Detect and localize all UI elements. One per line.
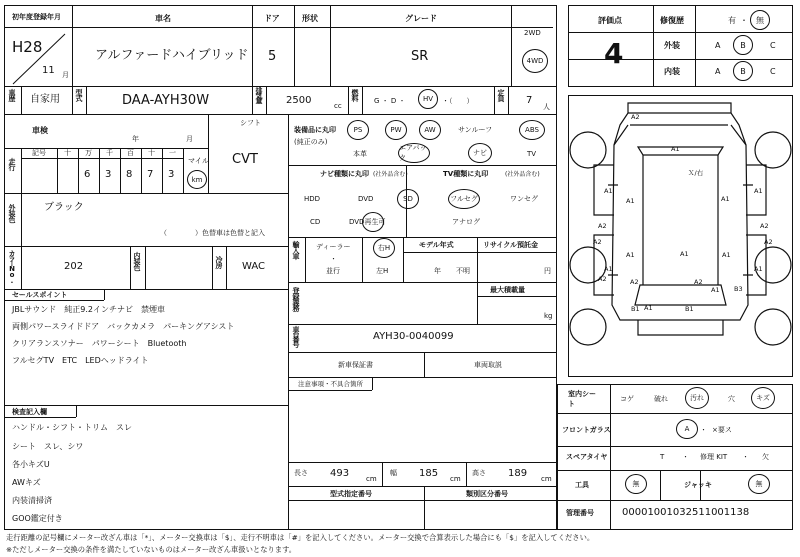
mileage-digit-5: 3: [168, 169, 175, 180]
spare-tire-label: スペアタイヤ: [566, 453, 608, 461]
navi-cd: CD: [310, 218, 321, 226]
exterior-label: 外装: [664, 41, 680, 50]
fuel-other: ・（ ）: [442, 97, 474, 105]
diagram-damage-label: A2: [598, 275, 607, 283]
mileage-record-label: 記号: [32, 149, 46, 157]
equipment-abs: ABS: [525, 126, 539, 134]
equipment-pw: PW: [390, 126, 402, 134]
car-name-value: アルファードハイブリッド: [95, 48, 249, 63]
import-parallel: 並行: [326, 267, 340, 275]
fuel-label: 燃料: [351, 89, 359, 101]
drive-2wd: 2WD: [524, 29, 541, 37]
repair-no: 無: [756, 15, 764, 25]
diagram-damage-label: A1: [754, 265, 763, 273]
diagram-damage-label: A1: [722, 251, 731, 259]
footer-note-1: 走行距離の記号欄にメーター改ざん車は「*」、メーター交換車は「$」、走行不明車は「#」を記入してください。メーター交換で合算表示した場合にも「$」を記入してください。: [6, 533, 595, 542]
windshield-a-circle: [676, 419, 698, 439]
max-load-label: 最大積載量: [490, 286, 525, 294]
inspector-label: 検査記入欄: [12, 408, 47, 416]
spare-tire-dot2: ・: [742, 453, 749, 461]
equipment-abs-circle: [519, 120, 545, 140]
diagram-damage-label: A1: [626, 251, 635, 259]
inspector-line-2: シート スレ、シワ: [12, 442, 84, 451]
mileage-place-5: 一: [169, 149, 176, 157]
diagram-damage-label: A1: [604, 187, 613, 195]
selling-point-2: 両側パワースライドドア バックカメラ パーキングアシスト: [12, 322, 235, 331]
main-form-frame: [4, 5, 557, 530]
inspector-line-5: 内装清掃済: [12, 496, 52, 505]
diagram-damage-label: A2: [764, 238, 773, 246]
equipment-navi-circle: [468, 143, 492, 163]
import-left-handle: 左H: [376, 267, 389, 275]
new-car-warranty: 新車保証書: [338, 361, 373, 369]
mileage-place-2: 千: [106, 149, 113, 157]
seat-hole: 穴: [728, 395, 735, 403]
seat-scratch: キズ: [756, 394, 770, 402]
mileage-place-0: 十: [64, 149, 71, 157]
equipment-navi: ナビ: [473, 149, 487, 157]
inspection-month-unit: 月: [186, 135, 193, 143]
repair-no-circle: [750, 10, 770, 30]
seat-scratch-circle: [751, 387, 775, 409]
first-reg-label: 初年度登録年月: [12, 13, 61, 21]
selling-point-4: フルセグTV ETC LEDヘッドライト: [12, 356, 149, 365]
color-no-label: カラーNo.: [8, 250, 16, 283]
equipment-pw-circle: [385, 120, 407, 140]
diagram-damage-label: A2: [631, 113, 640, 121]
drive-4wd: 4WD: [526, 57, 544, 65]
height-unit: cm: [541, 475, 552, 483]
length-value: 493: [330, 468, 350, 479]
fuel-options: G ・ D ・: [374, 97, 406, 105]
diagram-damage-label: Ｘ/右: [688, 169, 704, 177]
diagram-damage-label: A1: [721, 195, 730, 203]
diagram-damage-label: A1: [671, 145, 680, 153]
footer-note-2: ※ただしメーター交換の条件を満たしていないものはメーター改ざん車扱いとなります。: [6, 545, 297, 554]
exterior-b: B: [740, 40, 746, 50]
width-unit: cm: [450, 475, 461, 483]
fuel-hv: HV: [422, 95, 434, 103]
displacement-unit: cc: [334, 102, 342, 110]
use-value: 自家用: [30, 94, 60, 105]
length-label: 長さ: [294, 469, 308, 477]
spare-tire-dot1: ・: [682, 453, 689, 461]
tv-analog: アナログ: [452, 218, 480, 226]
repair-history-label: 修復歴: [660, 16, 684, 25]
first-reg-month: 11: [42, 65, 55, 76]
inspection-year-unit: 年: [132, 135, 139, 143]
tools-value: 無: [632, 480, 640, 488]
diagram-damage-label: A2: [630, 278, 639, 286]
color-label: 外装色: [8, 204, 16, 222]
mileage-label: 走行: [8, 158, 16, 170]
score-value: 4: [604, 37, 624, 70]
chassis-value: AYH30-0040099: [373, 331, 454, 342]
car-name-label: 車名: [155, 14, 171, 23]
interior-b: B: [740, 66, 746, 76]
equipment-aw: AW: [424, 126, 436, 134]
exterior-a: A: [715, 41, 721, 50]
diagram-damage-label: A1: [754, 187, 763, 195]
interior-color-label: 内装色: [133, 252, 141, 270]
navi-sublabel: (社外品含む): [373, 171, 408, 178]
chassis-label: 車台番号: [292, 326, 300, 346]
interior-a: A: [715, 67, 721, 76]
model-year-unknown: 不明: [456, 267, 470, 275]
notes-label: 注意事項・不具合箇所: [298, 380, 363, 388]
class-number-label: 類別区分番号: [466, 490, 508, 498]
seat-dirt-circle: [685, 387, 709, 409]
capacity-label: 定員: [497, 89, 505, 101]
recycle-unit: 円: [544, 267, 551, 275]
diagram-damage-label: A2: [593, 238, 602, 246]
windshield-dot: ・: [700, 426, 707, 434]
selling-points-label: セールスポイント: [12, 291, 68, 299]
management-label: 管理番号: [566, 509, 594, 517]
door-value: 5: [268, 49, 277, 64]
diagram-damage-label: A1: [711, 286, 720, 294]
import-right-handle-circle: [373, 238, 395, 258]
equipment-sunroof: サンルーフ: [458, 126, 493, 134]
model-label: 型式: [75, 89, 83, 101]
equipment-leather: 本革: [353, 150, 367, 158]
mileage-place-4: 十: [148, 149, 155, 157]
equipment-airbag-circle: [398, 143, 430, 163]
ac-label: 冷房: [215, 256, 223, 268]
diagram-damage-label: A1: [626, 197, 635, 205]
tv-fullseg-circle: [448, 189, 480, 209]
inspector-line-6: GOO鑑定付き: [12, 514, 63, 523]
equipment-label: 装備品に丸印: [294, 126, 336, 134]
shape-label: 形状: [302, 14, 318, 23]
inspector-line-1: ハンドル・シフト・トリム スレ: [12, 423, 132, 432]
exterior-c: C: [770, 41, 776, 50]
navi-label: ナビ種類に丸印: [320, 170, 369, 178]
interior-label: 内装: [664, 67, 680, 76]
model-value: DAA-AYH30W: [122, 93, 210, 108]
equipment-aw-circle: [419, 120, 441, 140]
tv-fullseg: フルセグ: [450, 195, 478, 203]
capacity-unit: 人: [543, 103, 550, 111]
selling-point-3: クリアランスソナー パワーシート Bluetooth: [12, 339, 187, 348]
tv-label: TV種類に丸印: [443, 170, 489, 178]
type-designation-label: 型式指定番号: [330, 490, 372, 498]
mileage-digit-2: 3: [105, 169, 112, 180]
tools-value-circle: [625, 474, 647, 494]
mileage-unit-km: km: [191, 175, 203, 184]
equipment-sublabel: (純正のみ): [294, 138, 328, 146]
repair-dot: ・: [740, 16, 748, 25]
diagram-damage-label: A1: [680, 250, 689, 258]
diagram-damage-label: B1: [685, 305, 694, 313]
management-value: 00001001032511001138: [622, 507, 750, 518]
inspector-line-3: 各小キズU: [12, 460, 50, 469]
length-unit: cm: [366, 475, 377, 483]
diagram-damage-label: A2: [760, 222, 769, 230]
displacement-label: 排気量: [255, 87, 263, 102]
diagram-damage-label: A2: [598, 222, 607, 230]
inspection-label: 車検: [32, 126, 48, 135]
capacity-value: 7: [526, 95, 533, 106]
mileage-place-3: 百: [127, 149, 134, 157]
mileage-km-circle: [187, 170, 207, 189]
jack-value: 無: [755, 480, 763, 488]
navi-sd: SD: [403, 195, 413, 203]
color-no-value: 202: [64, 261, 84, 272]
color-value: ブラック: [44, 202, 84, 213]
use-label: 車歴: [8, 89, 16, 101]
door-label: ドア: [264, 14, 280, 23]
mileage-digit-4: 7: [147, 169, 154, 180]
inspector-line-4: AWキズ: [12, 478, 41, 487]
diagram-damage-label: A2: [694, 278, 703, 286]
repair-yes: 有: [728, 16, 736, 25]
mileage-digit-1: 6: [84, 169, 91, 180]
equipment-airbag: エアバック: [399, 144, 427, 162]
seat-burn: コゲ: [620, 395, 634, 403]
spare-tire-kit: 修理 KIT: [700, 453, 728, 461]
import-dealer: ディーラー: [316, 243, 351, 251]
recycle-label: リサイクル預託金: [483, 241, 539, 249]
import-label: 輸入車: [292, 241, 300, 259]
height-value: 189: [508, 468, 528, 479]
first-reg-era: H28: [12, 38, 43, 56]
shift-value: CVT: [232, 152, 258, 167]
first-reg-month-unit: 月: [62, 71, 69, 79]
mileage-digit-3: 8: [126, 169, 133, 180]
windshield-a: A: [684, 425, 690, 433]
diagram-damage-label: B1: [631, 305, 640, 313]
diagram-damage-label: A1: [604, 265, 613, 273]
exterior-b-circle: [733, 35, 753, 55]
navi-hdd: HDD: [304, 195, 321, 203]
width-label: 幅: [390, 469, 397, 477]
equipment-tv: TV: [527, 150, 537, 158]
navi-dvd: DVD: [358, 195, 374, 203]
equipment-ps-circle: [347, 120, 369, 140]
mileage-place-1: 万: [85, 149, 92, 157]
diagram-damage-label: A1: [644, 304, 653, 312]
seat-tear: 破れ: [654, 395, 668, 403]
import-dot: ・: [330, 255, 337, 263]
import-right-handle: 右H: [377, 244, 391, 252]
model-year-unit: 年: [434, 267, 441, 275]
car-damage-diagram: [568, 95, 793, 377]
max-load-unit: kg: [544, 312, 553, 320]
fuel-hv-circle: [418, 89, 438, 109]
diagram-damage-label: B3: [734, 285, 743, 293]
ac-value: WAC: [242, 261, 265, 272]
vehicle-manual: 車両取説: [474, 361, 502, 369]
grade-value: SR: [411, 49, 429, 64]
interior-c: C: [770, 67, 776, 76]
tv-sublabel: (社外品含む): [505, 171, 540, 178]
jack-value-circle: [748, 474, 770, 494]
displacement-value: 2500: [286, 95, 312, 106]
interior-seat-label: 室内シート: [568, 390, 596, 408]
grade-label: グレード: [405, 14, 437, 23]
equipment-ps: PS: [353, 126, 363, 134]
tools-label: 工具: [575, 481, 589, 489]
spare-tire-none: 欠: [762, 453, 769, 461]
jack-label: ジャッキ: [684, 481, 712, 489]
width-value: 185: [419, 468, 439, 479]
tv-oneseg: ワンセグ: [510, 195, 538, 203]
registration-label: 登録義務: [292, 287, 300, 311]
height-label: 高さ: [472, 469, 486, 477]
color-note: （ ）色替車は色替と記入: [160, 229, 265, 237]
navi-dvd-play: DVD再生可: [349, 218, 386, 226]
interior-b-circle: [733, 61, 753, 81]
score-label: 評価点: [598, 16, 622, 25]
selling-point-1: JBLサウンド 純正9.2インチナビ 禁煙車: [12, 305, 166, 314]
spare-tire-t: T: [660, 453, 665, 461]
drive-4wd-circle: [522, 49, 548, 73]
mileage-unit-mile: マイル: [188, 157, 209, 165]
navi-sd-circle: [397, 189, 419, 209]
seat-dirt: 汚れ: [690, 394, 704, 402]
windshield-label: フロントガラス: [562, 426, 611, 434]
shift-label: シフト: [240, 119, 261, 127]
model-year-label: モデル年式: [419, 241, 454, 249]
windshield-x: ×要ス: [712, 426, 732, 434]
